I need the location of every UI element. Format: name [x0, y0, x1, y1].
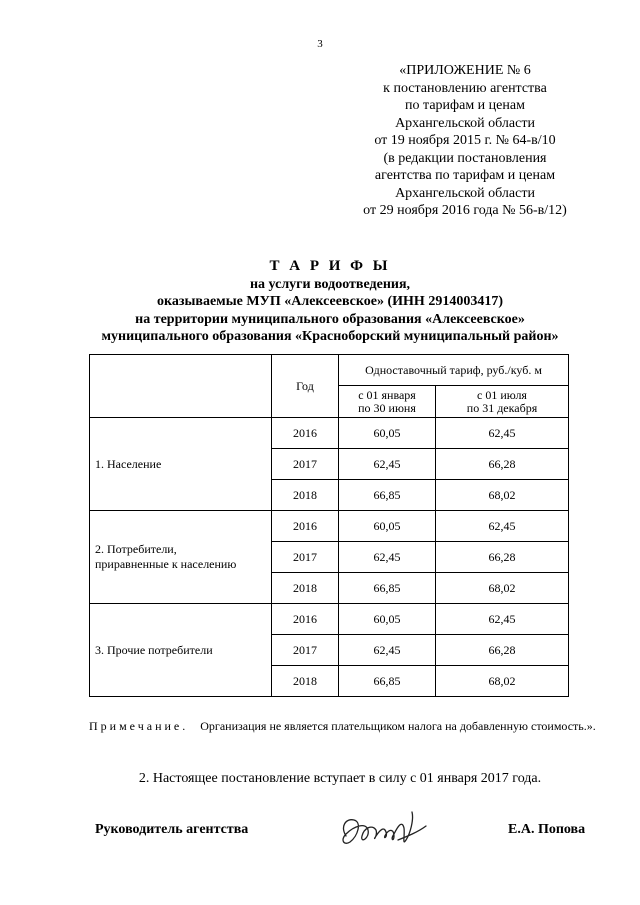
header-empty-cell	[90, 355, 272, 418]
header-period-2: с 01 июля по 31 декабря	[436, 386, 569, 418]
header-year: Год	[272, 355, 339, 418]
tariff-period-2-cell: 62,45	[436, 604, 569, 635]
tariff-period-1-cell: 62,45	[339, 542, 436, 573]
note-text: Организация не является плательщиком налога на добавленную стоимость.».	[200, 719, 596, 733]
tariff-period-2-cell: 66,28	[436, 635, 569, 666]
appendix-line: агентства по тарифам и ценам	[374, 168, 556, 183]
tariff-period-1-cell: 66,85	[339, 573, 436, 604]
category-cell: 1. Население	[90, 418, 272, 511]
appendix-line: к постановлению агентства	[383, 80, 547, 96]
tariff-period-2-cell: 66,28	[436, 542, 569, 573]
title-line: оказываемые МУП «Алексеевское» (ИНН 2914003417)	[157, 294, 503, 309]
tariff-period-2-cell: 66,28	[436, 449, 569, 480]
year-cell: 2016	[272, 604, 339, 635]
appendix-line: Архангельской области	[395, 185, 535, 201]
title-line: на услуги водоотведения,	[249, 276, 411, 292]
tariff-period-1-cell: 60,05	[339, 418, 436, 449]
year-cell: 2018	[272, 666, 339, 697]
tariff-period-1-cell: 66,85	[339, 666, 436, 697]
tariff-period-1-cell: 60,05	[339, 604, 436, 635]
year-cell: 2018	[272, 573, 339, 604]
signatory-position: Руководитель агентства	[95, 822, 249, 837]
table-row	[90, 604, 569, 635]
title-line: муниципального образования «Красноборский муниципальный район»	[101, 329, 559, 344]
header-tariff: Одноставочный тариф, руб./куб. м	[339, 355, 569, 386]
table-row	[90, 418, 569, 449]
tariff-period-1-cell: 66,85	[339, 480, 436, 511]
signatory-name: Е.А. Попова	[508, 822, 586, 837]
title-line: на территории муниципального образования «Алексеевское»	[135, 311, 525, 327]
table-row	[90, 511, 569, 542]
header-period-1: с 01 января по 30 июня	[339, 386, 436, 418]
appendix-line: по тарифам и ценам	[405, 98, 525, 113]
year-cell: 2018	[272, 480, 339, 511]
tariff-period-2-cell: 62,45	[436, 511, 569, 542]
tariff-period-2-cell: 68,02	[436, 480, 569, 511]
year-cell: 2017	[272, 449, 339, 480]
note	[89, 718, 601, 734]
tariff-period-1-cell: 60,05	[339, 511, 436, 542]
tariff-period-1-cell: 62,45	[339, 449, 436, 480]
appendix-line: Архангельской области	[395, 115, 535, 131]
year-cell: 2017	[272, 542, 339, 573]
tariff-table	[89, 354, 569, 697]
page-number: 3	[317, 38, 323, 50]
year-cell: 2016	[272, 511, 339, 542]
tariff-period-2-cell: 68,02	[436, 666, 569, 697]
year-cell: 2016	[272, 418, 339, 449]
category-cell: 2. Потребители, приравненные к населению	[90, 511, 272, 604]
appendix-line: (в редакции постановления	[383, 150, 547, 166]
title-heading: Т А Р И Ф Ы	[269, 258, 391, 274]
appendix-line: от 19 ноября 2015 г. № 64-в/10	[374, 133, 556, 148]
document-title	[60, 258, 600, 346]
tariff-period-1-cell: 62,45	[339, 635, 436, 666]
tariff-period-2-cell: 68,02	[436, 573, 569, 604]
appendix-line: «ПРИЛОЖЕНИЕ № 6	[399, 63, 531, 78]
appendix-line: от 29 ноября 2016 года № 56-в/12)	[363, 203, 567, 218]
appendix-header	[320, 62, 610, 220]
year-cell: 2017	[272, 635, 339, 666]
category-cell: 3. Прочие потребители	[90, 604, 272, 697]
note-label: Примечание.	[89, 719, 189, 733]
tariff-period-2-cell: 62,45	[436, 418, 569, 449]
clause-text: 2. Настоящее постановление вступает в силу с 01 января 2017 года.	[138, 771, 542, 786]
handwritten-signature	[332, 806, 432, 858]
